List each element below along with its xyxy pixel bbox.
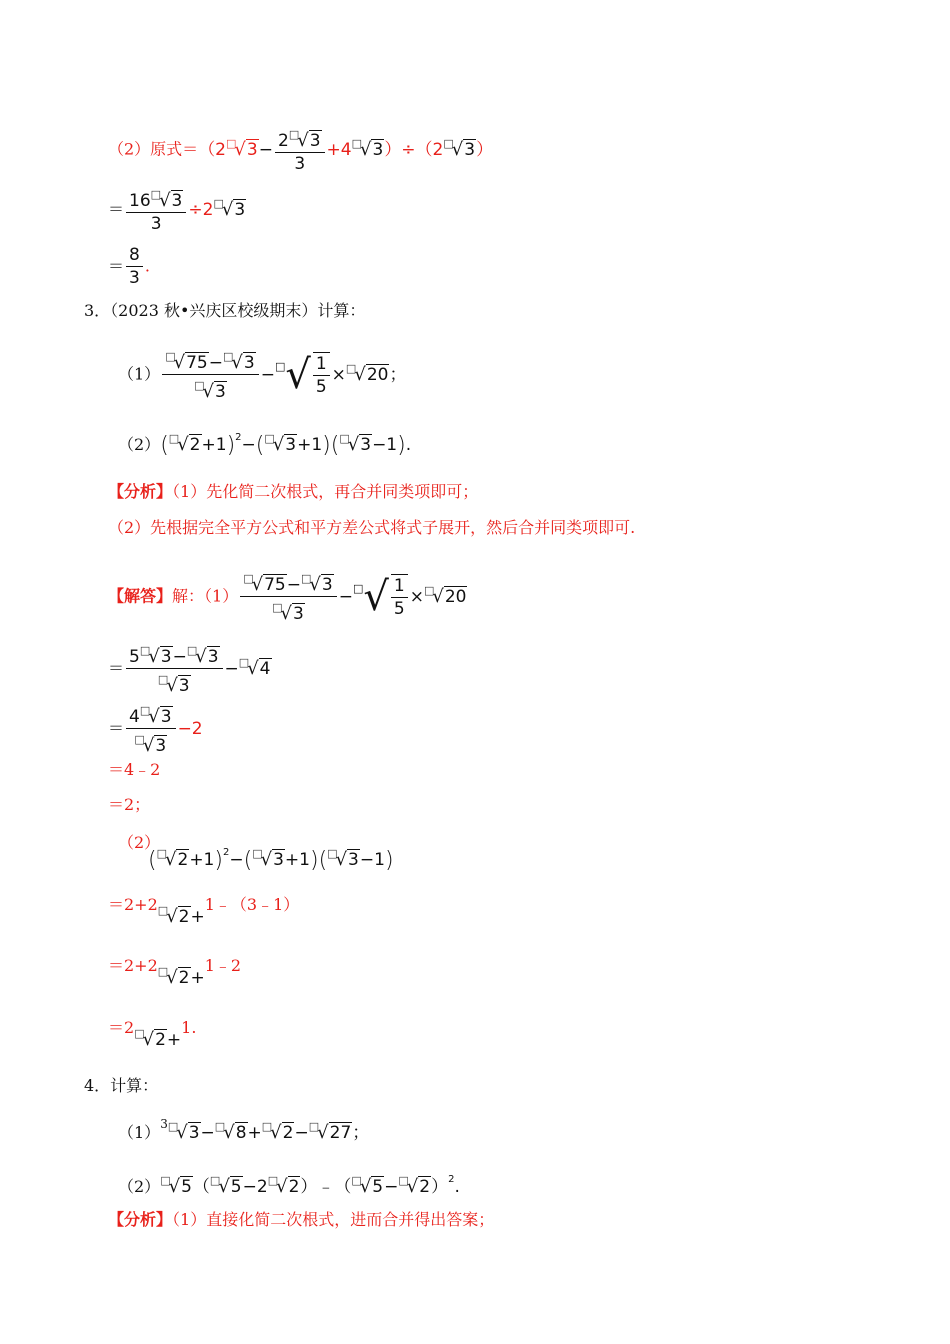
q3-p2: $(2)(^□√2+1)^2-(^□√3+1)(^□√3-1)$. bbox=[118, 432, 412, 458]
fraction: $\frac{5^□√3-^□√3}{^□√3}$ bbox=[126, 640, 223, 697]
q2-p2-line1: （2）原式＝（2□√3− $\frac{2^□√3}{3}$ +4□√3）÷（2□√3） bbox=[108, 124, 493, 175]
q3-step3: ＝4﹣2 bbox=[108, 760, 161, 779]
q2-p2-line3: ＝ $\frac{8}{3}$ . bbox=[108, 245, 150, 288]
answer-tag: 【解答】 bbox=[108, 586, 173, 606]
q3-part2-expr: $(^□√2+1)^2-(^□√3+1)(^□√3-1)$ bbox=[148, 847, 394, 873]
q3-p2-step2: ＝2+2□√2+1﹣2 bbox=[108, 956, 242, 988]
q4-p2: $(2)^□√5(^□√5-2^□√2)﹣(^□√5-^□√2)^2$. bbox=[118, 1174, 460, 1197]
cube-index: 3 bbox=[160, 1117, 168, 1131]
q4-analysis-1: 【分析】（1）直接化简二次根式，进而合并得出答案； bbox=[108, 1210, 495, 1229]
q3-p2-step1: ＝2+2□√2+1﹣（3﹣1） bbox=[108, 895, 300, 927]
analysis-tag: 【分析】 bbox=[108, 482, 173, 501]
q4-header: 4．计算： bbox=[84, 1076, 159, 1095]
q3-answer-intro: 【解答】解：（1） $\frac{^□√75-^□√3}{^□√3}$ −□√ $\frac{1}{5}$ ×□√20 bbox=[108, 568, 467, 625]
q3-step4: ＝2； bbox=[108, 795, 151, 814]
q3-step1: ＝ $\frac{5^□√3-^□√3}{^□√3}$ −□√4 bbox=[108, 640, 272, 697]
q3-header: 3．（2023 秋•兴庆区校级期末）计算： bbox=[84, 301, 366, 320]
analysis-tag: 【分析】 bbox=[108, 1210, 173, 1229]
q3-part2-label: （2） bbox=[118, 833, 161, 852]
fraction: $\frac{16^□√3}{3}$ bbox=[126, 184, 186, 235]
q2-p2-line2: ＝ $\frac{16^□√3}{3}$ ÷2□√3 bbox=[108, 184, 246, 235]
fraction: $\frac{^□√75-^□√3}{^□√3}$ bbox=[162, 346, 259, 403]
q2-p2-label: （2）原式＝ bbox=[108, 139, 199, 159]
q3-p2-step3: ＝2□√2+1. bbox=[108, 1018, 197, 1050]
fraction: $\frac{4^□√3}{^□√3}$ bbox=[126, 700, 176, 757]
q3-analysis-2: （2）先根据完全平方公式和平方差公式将式子展开，然后合并同类项即可. bbox=[108, 518, 636, 537]
fraction: $\frac{2^□√3}{3}$ bbox=[275, 124, 325, 175]
q3-analysis-1: 【分析】（1）先化简二次根式，再合并同类项即可； bbox=[108, 482, 479, 501]
q3-step2: ＝ $\frac{4^□√3}{^□√3}$ −2 bbox=[108, 700, 203, 757]
fraction: $\frac{^□√75-^□√3}{^□√3}$ bbox=[240, 568, 337, 625]
q3-p1: （1） $\frac{^□√75-^□√3}{^□√3}$ −□√ $\frac{1}{5}$ ×□√20； bbox=[118, 346, 406, 403]
q4-p1: $(1)^{3□}√3-^□√8+^□√2-^□√27$； bbox=[118, 1117, 370, 1143]
fraction: $\frac{8}{3}$ bbox=[126, 244, 143, 289]
